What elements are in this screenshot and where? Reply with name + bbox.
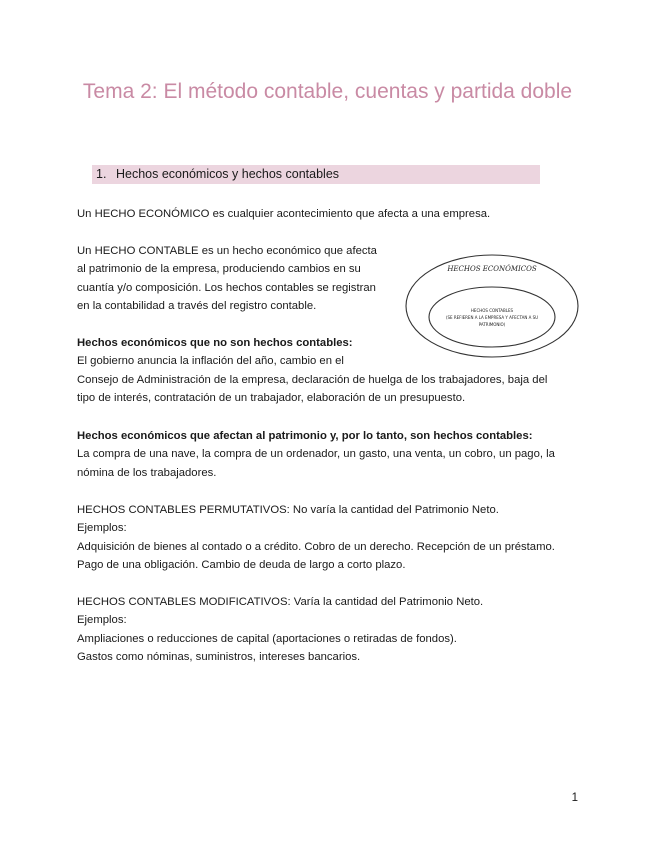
section-contables [77,427,555,482]
inner-label-1: HECHOS CONTABLES [470,308,514,313]
text-line: al patrimonio de la empresa, produciendo cambios en su [77,263,361,276]
examples-label: Ejemplos: [77,522,127,535]
inner-label-3: PATRIMONIO) [478,322,506,327]
section-number: 1. [96,167,107,181]
outer-label: HECHOS ECONÓMICOS [447,265,537,273]
text-line: tipo de interés, contratación de un trabajador, elaboración de un presupuesto. [77,392,466,405]
text-line: Ampliaciones o reducciones de capital (aportaciones o retiradas de fondos). [77,632,457,645]
page-number: 1 [571,792,578,804]
text-line: cuantía y/o composición. Los hechos contables se registran [77,281,376,294]
paragraph-hecho-economico: Un HECHO ECONÓMICO es cualquier acontecimiento que afecta a una empresa. [77,208,491,220]
page-title: Tema 2: El método contable, cuentas y partida doble [82,80,573,103]
section-modificativos [77,593,483,667]
section-heading [92,165,540,184]
subheading: HECHOS CONTABLES PERMUTATIVOS: No varía la cantidad del Patrimonio Neto. [77,504,499,516]
section-permutativos [77,501,555,575]
text-line: El gobierno anuncia la inflación del año, cambio en el [77,355,344,368]
paragraph-hecho-contable [77,242,377,316]
text-line: Adquisición de bienes al contado o a crédito. Cobro de un derecho. Recepción de un préstamo. [77,540,555,553]
text-line: Gastos como nóminas, suministros, intereses bancarios. [77,651,361,664]
text-line: Consejo de Administración de la empresa, declaración de huelga de los trabajadores, baja del [77,373,548,386]
section-label: Hechos económicos y hechos contables [116,167,340,181]
subheading: Hechos económicos que afectan al patrimonio y, por lo tanto, son hechos contables: [77,430,533,442]
examples-label: Ejemplos: [77,614,127,627]
text-line: Un HECHO CONTABLE es un hecho económico que afecta [77,245,377,257]
subheading: HECHOS CONTABLES MODIFICATIVOS: Varía la cantidad del Patrimonio Neto. [77,596,484,608]
text-line: nómina de los trabajadores. [77,466,217,479]
text-line: La compra de una nave, la compra de un ordenador, un gasto, una venta, un cobro, un pago, la [77,448,555,461]
text-line: Pago de una obligación. Cambio de deuda de largo a corto plazo. [77,559,406,572]
inner-label-2: (SE REFIEREN A LA EMPRESA Y AFECTAN A SU [445,315,539,320]
section-no-contables [77,334,547,408]
subheading: Hechos económicos que no son hechos contables: [77,337,353,349]
text-line: en la contabilidad a través del registro contable. [77,300,317,313]
